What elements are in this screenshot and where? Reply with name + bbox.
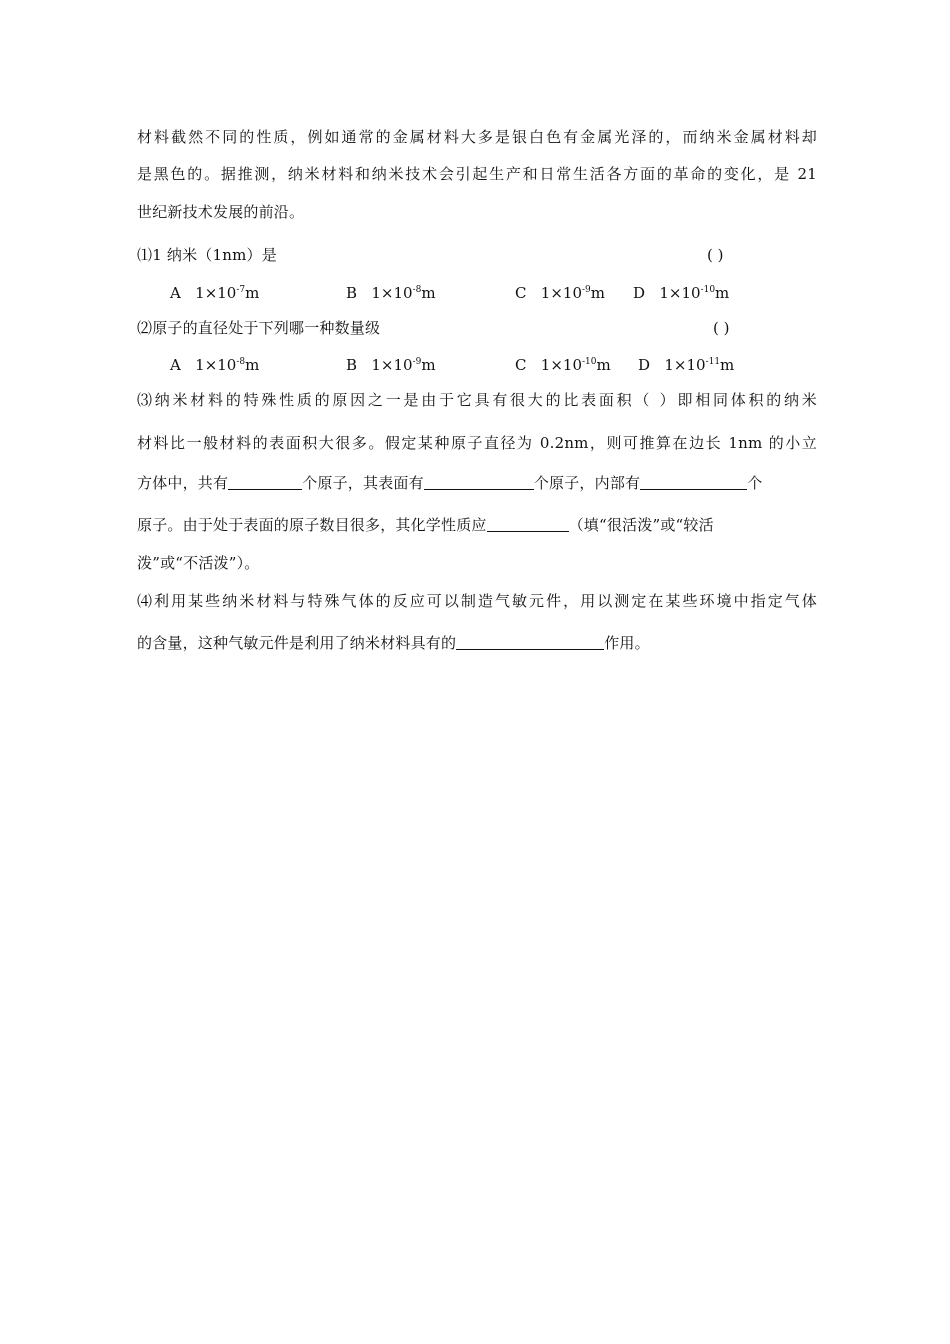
q1-option-d: D $1\times 10^{-10}m$ <box>633 284 730 302</box>
paragraph-line-2: 是黑色的。据推测，纳米材料和纳米技术会引起生产和日常生活各方面的革命的变化，是 21 <box>137 165 817 183</box>
q3-line-4: 原子。由于处于表面的原子数目很多，其化学性质应 （填“很活泼”或“较活 <box>137 516 714 534</box>
q2-option-a: A $1\times 10^{-8}m$ <box>170 356 260 374</box>
q3-line-1: ⑶纳米材料的特殊性质的原因之一是由于它具有很大的比表面积（ ）即相同体积的纳米 <box>137 391 817 409</box>
q3-line-2: 材料比一般材料的表面积大很多。假定某种原子直径为 0.2nm，则可推算在边长 1nm 的小立 <box>137 434 817 452</box>
paragraph-line-1: 材料截然不同的性质，例如通常的金属材料大多是银白色有金属光泽的，而纳米金属材料却 <box>137 128 817 146</box>
q1-option-a: A $1\times 10^{-7}m$ <box>170 284 260 302</box>
surface-atoms-blank[interactable] <box>424 475 534 490</box>
q2-answer-paren: ( ) <box>713 319 730 337</box>
q1-answer-paren: ( ) <box>707 246 724 264</box>
total-atoms-blank[interactable] <box>228 475 302 490</box>
q2-option-b: B $1\times 10^{-9}m$ <box>346 356 436 374</box>
q2-option-c: C $1\times 10^{-10}m$ <box>515 356 611 374</box>
sensor-function-blank[interactable] <box>456 635 604 650</box>
interior-atoms-blank[interactable] <box>640 475 747 490</box>
q4-line-1: ⑷利用某些纳米材料与特殊气体的反应可以制造气敏元件，用以测定在某些环境中指定气体 <box>137 592 817 610</box>
q1-options <box>170 283 770 303</box>
q1-stem: ⑴1 纳米（1nm）是 <box>137 246 277 264</box>
q1-option-c: C $1\times 10^{-9}m$ <box>515 284 606 302</box>
q2-stem: ⑵原子的直径处于下列哪一种数量级 <box>137 319 381 337</box>
q2-options <box>170 355 770 375</box>
q4-line-2: 的含量，这种气敏元件是利用了纳米材料具有的 作用。 <box>137 634 650 652</box>
q3-line-5: 泼”或“不活泼”）。 <box>137 554 260 572</box>
q3-line-3: 方体中，共有 个原子，其表面有 个原子，内部有 个 <box>137 474 763 492</box>
paragraph-line-3: 世纪新技术发展的前沿。 <box>137 203 305 221</box>
q2-option-d: D $1\times 10^{-11}m$ <box>638 356 735 374</box>
chemical-property-blank[interactable] <box>487 517 569 532</box>
q1-option-b: B $1\times 10^{-8}m$ <box>346 284 436 302</box>
